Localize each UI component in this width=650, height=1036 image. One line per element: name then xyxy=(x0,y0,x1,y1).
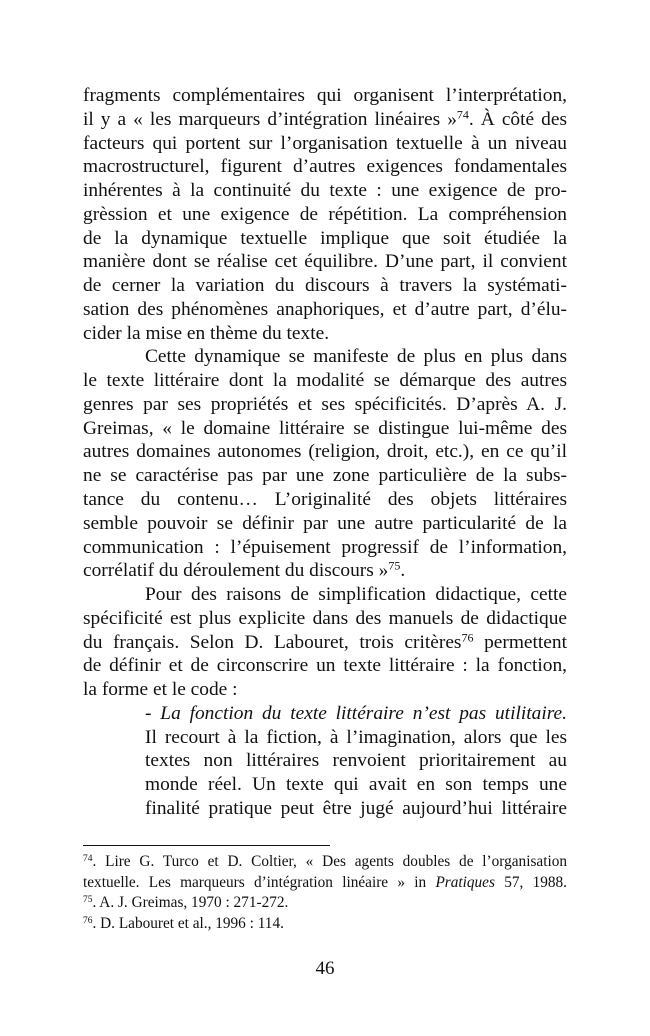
footnote-ref: 76 xyxy=(461,630,474,644)
text-segment: de la dynamique textuelle implique que soit étudiée la xyxy=(83,227,567,249)
text-line xyxy=(83,678,567,702)
footnote-ref: 74 xyxy=(456,107,469,122)
text-segment: . A. J. Greimas, 1970 : 271-272. xyxy=(92,894,289,911)
text-segment: macrostructurel, figurent d’autres exigences fondamentales xyxy=(83,156,567,178)
italic-text: - La fonction du texte littéraire n’est pas utilitaire. xyxy=(145,702,567,724)
text-segment: inhérentes à la continuité du texte : une exigence de pro- xyxy=(83,180,567,202)
text-line xyxy=(83,84,567,108)
footnote-ref: 74 xyxy=(83,853,93,864)
text-line xyxy=(83,654,567,678)
text-line xyxy=(83,298,567,322)
text-segment: de définir et de circonscrire un texte littéraire : la fonction, xyxy=(83,655,567,677)
text-segment: de cerner la variation du discours à travers la systémati- xyxy=(83,275,567,297)
text-line xyxy=(83,417,567,441)
text-line xyxy=(83,108,567,132)
text-line xyxy=(83,203,567,227)
text-line xyxy=(83,369,567,393)
text-segment: finalité pratique peut être jugé aujourd’hui littéraire xyxy=(145,797,567,819)
text-line xyxy=(83,797,567,821)
text-segment: Greimas, « le domaine littéraire se distingue lui-même des xyxy=(83,417,567,439)
footnote-separator xyxy=(83,845,330,846)
text-line xyxy=(83,322,567,346)
footnote-line xyxy=(83,852,567,873)
text-segment: communication : l’épuisement progressif de l’information, xyxy=(83,536,567,558)
text-segment: grèssion et une exigence de répétition. La compréhension xyxy=(83,203,567,225)
text-line xyxy=(83,227,567,251)
text-line xyxy=(83,773,567,797)
text-segment: textes non littéraires renvoient prioritairement au xyxy=(145,750,567,772)
footnote-ref: 75 xyxy=(83,894,93,905)
text-segment: Il recourt à la fiction, à l’imagination, alors que les xyxy=(145,726,567,748)
text-line xyxy=(83,749,567,773)
text-segment: Cette dynamique se manifeste de plus en plus dans xyxy=(145,346,567,368)
text-line xyxy=(83,559,567,583)
text-segment: 57, 1988. xyxy=(494,873,568,891)
text-line xyxy=(83,274,567,298)
text-line xyxy=(83,250,567,274)
text-line xyxy=(83,132,567,156)
text-segment: . D. Labouret et al., 1996 : 114. xyxy=(92,914,284,932)
footnote-ref: 75 xyxy=(388,558,401,573)
text-segment: permettent xyxy=(473,631,567,653)
text-segment: fragments complémentaires qui organisent l’interprétation, xyxy=(83,85,567,106)
text-line xyxy=(83,393,567,417)
text-segment: sation des phénomènes anaphoriques, et d’autre part, d’élu- xyxy=(83,298,567,320)
text-line xyxy=(83,726,567,750)
text-segment: . Lire G. Turco et D. Coltier, « Des agents doubles de l’organisation xyxy=(92,853,567,870)
body-text xyxy=(83,84,567,821)
text-line xyxy=(83,607,567,631)
text-line xyxy=(83,631,567,655)
text-line xyxy=(83,583,567,607)
footnote-line xyxy=(83,893,567,914)
text-segment: facteurs qui portent sur l’organisation textuelle à un niveau xyxy=(83,132,567,154)
text-segment: monde réel. Un texte qui avait en son temps une xyxy=(145,774,567,796)
text-line xyxy=(83,536,567,560)
text-segment: le texte littéraire dont la modalité se démarque des autres xyxy=(83,370,567,392)
text-segment: la forme et le code : xyxy=(83,679,238,701)
text-line xyxy=(83,488,567,512)
text-segment: autres domaines autonomes (religion, droit, etc.), en ce qu’il xyxy=(83,441,567,463)
footnotes xyxy=(83,852,567,934)
footnote-line xyxy=(83,873,567,894)
footnote-ref: 76 xyxy=(83,915,93,926)
text-segment: du français. Selon D. Labouret, trois critères xyxy=(83,631,462,653)
text-segment: il y a « les marqueurs d’intégration linéaires » xyxy=(83,108,457,130)
text-line xyxy=(83,464,567,488)
footnote-line xyxy=(83,914,567,935)
text-line xyxy=(83,345,567,369)
italic-text: Pratiques xyxy=(435,873,495,891)
text-line xyxy=(83,512,567,536)
text-line xyxy=(83,702,567,726)
page-number: 46 xyxy=(315,958,335,979)
text-segment: ne se caractérise pas par une zone particulière de la subs- xyxy=(83,465,567,487)
text-segment: semble pouvoir se définir par une autre particularité de la xyxy=(83,512,567,534)
text-segment: Pour des raisons de simplification didactique, cette xyxy=(145,584,567,606)
text-segment: cider la mise en thème du texte. xyxy=(83,322,330,344)
text-segment: genres par ses propriétés et ses spécificités. D’après A. J. xyxy=(83,393,567,415)
text-segment: manière dont se réalise cet équilibre. D’une part, il convient xyxy=(83,251,567,273)
text-segment: textuelle. Les marqueurs d’intégration linéaire » in xyxy=(83,873,436,891)
text-line xyxy=(83,155,567,179)
text-segment: . xyxy=(400,560,406,582)
text-segment: corrélatif du déroulement du discours » xyxy=(83,560,389,582)
text-line xyxy=(83,179,567,203)
text-line xyxy=(83,440,567,464)
text-segment: tance du contenu… L’originalité des objets littéraires xyxy=(83,489,567,511)
text-segment: spécificité est plus explicite dans des manuels de didactique xyxy=(83,607,567,629)
text-segment: . À côté des xyxy=(468,108,567,130)
